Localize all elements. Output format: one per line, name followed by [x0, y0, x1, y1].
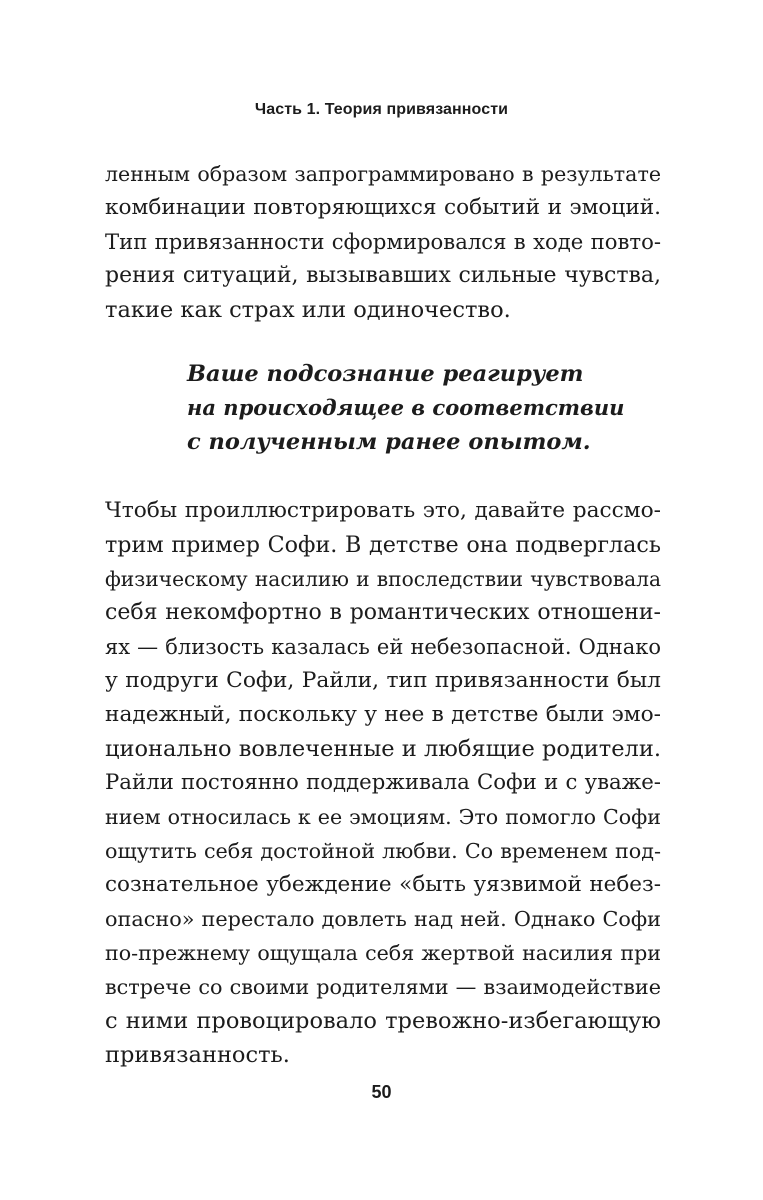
text-line: надежный, поскольку у нее в детстве были эмо- — [105, 702, 661, 727]
text-line: Чтобы проиллюстрировать это, давайте рассмо- — [105, 498, 661, 523]
pull-quote — [187, 357, 627, 459]
text-line: нием относилась к ее эмоциям. Это помогло Софи — [105, 805, 661, 829]
text-line: такие как страх или одиночество. — [105, 297, 511, 323]
text-line: сознательное убеждение «быть уязвимой небез- — [105, 872, 661, 897]
running-head: Часть 1. Теория привязанности — [254, 101, 509, 118]
text-line: опасно» перестало довлеть над ней. Однако Софи — [105, 907, 661, 931]
quote-line: с полученным ранее опытом. — [187, 429, 591, 455]
text-line: ях — близость казалась ей небезопасной. Однако — [105, 635, 661, 659]
quote-line: на происходящее в соответствии — [187, 395, 625, 420]
quote-line: Ваше подсознание реагирует — [187, 361, 584, 387]
text-line: ленным образом запрограммировано в результате — [105, 162, 661, 186]
text-line: с ними провоцировало тревожно-избегающую — [105, 1008, 661, 1034]
text-line: привязанность. — [105, 1042, 290, 1068]
page-number: 50 — [371, 1082, 392, 1102]
text-line: комбинации повторяющихся событий и эмоций. — [105, 195, 661, 220]
text-line: встрече со своими родителями — взаимодействие — [105, 975, 661, 999]
paragraph-2 — [105, 494, 661, 1072]
text-line: у подруги Софи, Райли, тип привязанности был — [105, 668, 661, 693]
text-line: физическому насилию и впоследствии чувствовала — [105, 567, 661, 591]
text-line: Тип привязанности сформировался в ходе повто- — [105, 229, 661, 254]
text-line: ощутить себя достойной любви. Со временем под- — [105, 839, 661, 863]
text-line: себя некомфортно в романтических отношени- — [105, 600, 661, 625]
text-line: по-прежнему ощущала себя жертвой насилия при — [105, 941, 661, 965]
text-line: рения ситуаций, вызывавших сильные чувства, — [105, 263, 661, 288]
text-line: Райли постоянно поддерживала Софи и с уваже- — [105, 770, 661, 795]
paragraph-1 — [105, 157, 661, 327]
text-line: трим пример Софи. В детстве она подверглась — [105, 532, 661, 558]
text-line: ционально вовлеченные и любящие родители. — [105, 736, 661, 762]
